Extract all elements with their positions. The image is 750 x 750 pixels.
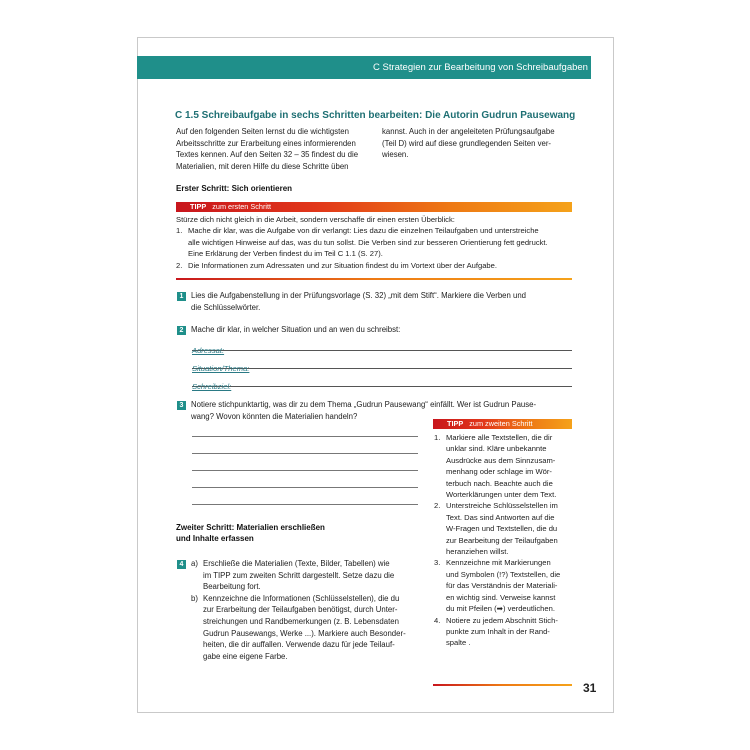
item-number: 2. xyxy=(434,501,441,511)
tipp-item xyxy=(176,260,576,271)
tipp-bar-step2 xyxy=(433,419,572,429)
item-line: Ausdrücke aus dem Sinnzusam- xyxy=(446,455,556,465)
section-title: C 1.5 Schreibaufgabe in sechs Schritten bearbeiten: Die Autorin Gudrun Pausewang xyxy=(175,110,576,121)
item-line: terbuch nach. Beachte auch die xyxy=(446,478,553,488)
item-line: Die Informationen zum Adressaten und zur Situation findest du im Vortext über der Aufgabe. xyxy=(188,260,497,270)
task-number-badge: 4 xyxy=(177,560,186,569)
task-2: Mache dir klar, in welcher Situation und an wen du schreibst: xyxy=(191,325,401,334)
task-line: Gudrun Pausewangs, Werke ...). Markiere auch Besonder- xyxy=(203,628,406,638)
tipp-intro: Stürze dich nicht gleich in die Arbeit, sondern verschaffe dir einen ersten Überblick: xyxy=(176,215,455,224)
tipp-bottom-rule xyxy=(176,278,572,280)
notes-line[interactable] xyxy=(192,487,418,488)
item-line: heranziehen willst. xyxy=(446,547,509,557)
notes-line[interactable] xyxy=(192,436,418,437)
item-line: en wichtig sind. Verweise kannst xyxy=(446,592,556,602)
sub-label: a) xyxy=(191,559,198,568)
tipp-title: zum ersten Schritt xyxy=(212,202,272,211)
sub-label: b) xyxy=(191,593,198,603)
heading-line: Zweiter Schritt: Materialien erschließen xyxy=(176,523,325,532)
item-number: 1. xyxy=(434,433,441,442)
tipp-item xyxy=(434,615,576,649)
item-line: Mache dir klar, was die Aufgabe von dir verlangt: Lies dazu die einzelnen Teilaufgaben und unterstreiche xyxy=(188,226,539,236)
intro-left-column xyxy=(176,126,376,172)
item-number: 2. xyxy=(176,260,183,270)
task-line: heiten, die dir auffallen. Verwende dazu für jede Teilauf- xyxy=(203,640,395,650)
schreibziel-field[interactable] xyxy=(192,376,572,391)
situation-field[interactable] xyxy=(192,358,572,373)
task-line: gabe eine eigene Farbe. xyxy=(203,651,288,661)
intro-line: kannst. Auch in der angeleiteten Prüfungsaufgabe xyxy=(382,127,555,136)
tipp-box-step2 xyxy=(434,432,576,649)
task-number-badge: 3 xyxy=(177,401,186,410)
item-line: menhang oder schlage im Wör- xyxy=(446,467,552,477)
item-line: zur Bearbeitung der Teilaufgaben xyxy=(446,535,558,545)
item-line: Unterstreiche Schlüsselstellen im xyxy=(446,501,558,511)
tipp-item xyxy=(434,557,576,614)
item-line: Notiere zu jedem Abschnitt Stich- xyxy=(446,615,558,625)
task-line: Erschließe die Materialien (Texte, Bilder, Tabellen) wie xyxy=(203,559,390,568)
item-line: Eine Erklärung der Verben findest du im Teil C 1.1 (S. 27). xyxy=(188,249,383,259)
item-line: für das Verständnis der Materiali- xyxy=(446,581,558,591)
task-4b xyxy=(191,593,426,663)
field-label: Adressat: xyxy=(192,346,225,355)
task-line: zur Erarbeitung der Teilaufgaben benötigst, durch Unter- xyxy=(203,605,398,615)
item-number: 4. xyxy=(434,615,441,625)
intro-line: wiesen. xyxy=(382,150,409,160)
step2-heading xyxy=(176,522,325,544)
intro-line: Textes kennen. Auf den Seiten 32 – 35 findest du die xyxy=(176,150,359,160)
chapter-title: C Strategien zur Bearbeitung von Schreibaufgaben xyxy=(373,62,588,73)
tipp-item xyxy=(434,500,576,557)
task-line: Kennzeichne die Informationen (Schlüsselstellen), die du xyxy=(203,593,400,603)
intro-right-column xyxy=(382,126,582,161)
item-line: Text. Das sind Antworten auf die xyxy=(446,512,555,522)
step1-heading: Erster Schritt: Sich orientieren xyxy=(176,184,293,193)
intro-line: Auf den folgenden Seiten lernst du die wichtigsten xyxy=(176,127,349,136)
item-line: alle wichtigen Hinweise auf das, was du tun sollst. Die Verben sind zur besseren Orientierung fett gedruckt. xyxy=(188,237,548,247)
tipp-item xyxy=(176,225,576,259)
item-line: und Symbolen (!?) Textstellen, die xyxy=(446,569,561,579)
item-line: spalte . xyxy=(446,638,471,648)
tipp-box-step1 xyxy=(176,214,576,271)
task-line: streichungen und Randbemerkungen (z. B. Lebensdaten xyxy=(203,616,399,626)
task-number-badge: 2 xyxy=(177,326,186,335)
task-1 xyxy=(191,290,581,313)
tipp-label: TIPP xyxy=(447,419,464,428)
item-line: Markiere alle Textstellen, die dir xyxy=(446,433,553,442)
item-number: 3. xyxy=(434,558,441,568)
notes-line[interactable] xyxy=(192,470,418,471)
field-label: Situation/Thema: xyxy=(192,364,250,373)
item-number: 1. xyxy=(176,226,183,236)
tipp-label: TIPP xyxy=(190,202,207,211)
tipp-item xyxy=(434,432,576,500)
task-line: Bearbeitung fort. xyxy=(203,582,261,592)
adressat-field[interactable] xyxy=(192,340,572,355)
item-line: W-Fragen und Textstellen, die du xyxy=(446,524,558,534)
item-line: du mit Pfeilen (➡) verdeutlichen. xyxy=(446,604,555,614)
task-4 xyxy=(191,558,426,662)
item-line: punkte zum Inhalt in der Rand- xyxy=(446,626,550,636)
task-line: Lies die Aufgabenstellung in der Prüfungsvorlage (S. 32) „mit dem Stift“. Markiere die Verben und xyxy=(191,291,527,300)
intro-line: Arbeitsschritte zur Erarbeitung eines informierenden xyxy=(176,138,356,148)
field-label: Schreibziel: xyxy=(192,382,232,391)
tipp-bar-step1 xyxy=(176,202,572,212)
task-number-badge: 1 xyxy=(177,292,186,301)
tipp-bottom-rule xyxy=(433,684,572,686)
task-line: Notiere stichpunktartig, was dir zu dem Thema „Gudrun Pausewang“ einfällt. Wer ist Gudrun Pause- xyxy=(191,400,537,409)
intro-line: (Teil D) wird auf diese grundlegenden Seiten ver- xyxy=(382,138,552,148)
notes-line[interactable] xyxy=(192,504,418,505)
item-line: Kennzeichne mit Markierungen xyxy=(446,558,551,568)
item-line: unklar sind. Kläre unbekannte xyxy=(446,444,547,454)
task-line: die Schlüsselwörter. xyxy=(191,302,261,312)
task-line: im TIPP zum zweiten Schritt dargestellt. Setze dazu die xyxy=(203,570,395,580)
task-line: wang? Wovon könnten die Materialien handeln? xyxy=(191,411,358,421)
tipp-title: zum zweiten Schritt xyxy=(469,419,533,428)
intro-line: Materialien, mit deren Hilfe du diese Schritte üben xyxy=(176,161,349,171)
task-4a xyxy=(191,558,426,593)
item-line: Worterklärungen unter dem Text. xyxy=(446,490,557,500)
chapter-header xyxy=(137,56,591,79)
notes-line[interactable] xyxy=(192,453,418,454)
heading-line: und Inhalte erfassen xyxy=(176,534,254,543)
page-number: 31 xyxy=(583,681,597,695)
